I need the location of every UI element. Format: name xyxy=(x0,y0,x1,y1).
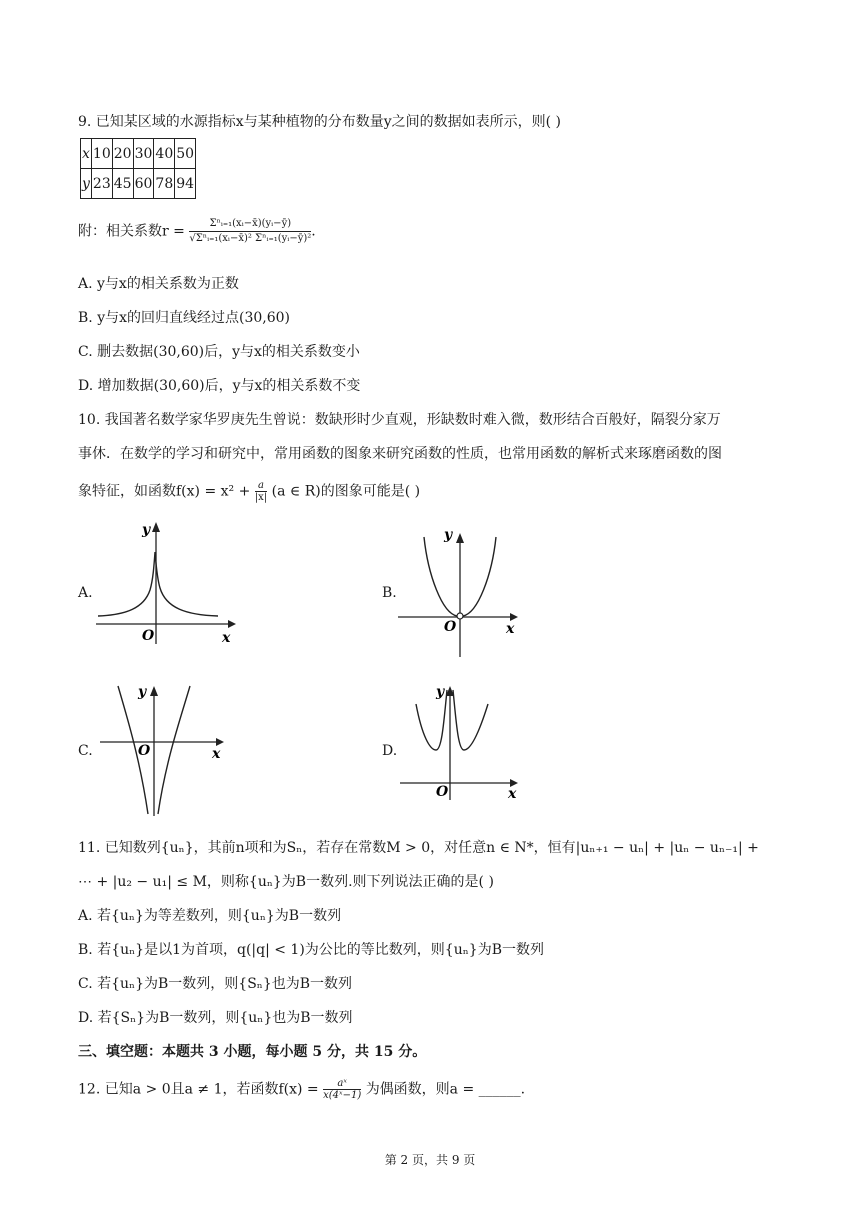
table-cell: 23 xyxy=(91,169,112,199)
y-axis-arrow-icon xyxy=(150,686,158,696)
q11-line-2: ⋯ + |u₂ − u₁| ≤ M，则称{uₙ}为B一数列.则下列说法正确的是( ) xyxy=(78,874,494,890)
q9-option-d: D. 增加数据(30,60)后，y与x的相关系数不变 xyxy=(78,378,361,394)
table-cell: 94 xyxy=(175,169,196,199)
open-point xyxy=(457,613,463,619)
q11-option-a: A. 若{uₙ}为等差数列，则{uₙ}为B一数列 xyxy=(78,908,342,924)
q12-suffix: 为偶函数，则a = ______. xyxy=(365,1081,526,1098)
x-axis-label: x xyxy=(506,621,515,637)
x-axis-label: x xyxy=(212,746,221,762)
q12-fraction-numerator: aˣ xyxy=(323,1078,361,1090)
curve xyxy=(98,552,218,616)
curve-right xyxy=(158,686,190,814)
q10-option-b-label: B. xyxy=(382,585,397,601)
x-axis-label: x xyxy=(508,786,517,802)
x-axis-arrow-icon xyxy=(510,613,518,621)
graph-b xyxy=(398,525,528,665)
table-cell: 20 xyxy=(112,139,133,169)
formula-denominator: √Σⁿᵢ₌₁(xᵢ−x̄)² Σⁿᵢ₌₁(yᵢ−ȳ)² xyxy=(189,233,312,244)
section-heading: 三、填空题：本题共 3 小题，每小题 5 分，共 15 分。 xyxy=(78,1044,427,1060)
table-row xyxy=(81,169,196,199)
table-row xyxy=(81,139,196,169)
table-cell: x xyxy=(81,139,92,169)
curve-left xyxy=(424,537,457,616)
q10-option-a-label: A. xyxy=(78,585,93,601)
origin-label: O xyxy=(142,628,155,644)
q10-fraction-denominator: |x| xyxy=(254,492,268,503)
table-cell: 30 xyxy=(133,139,154,169)
table-cell: 40 xyxy=(154,139,175,169)
q10-line-1: 10. 我国著名数学家华罗庚先生曾说：数缺形时少直观，形缺数时难入微，数形结合百般好，隔裂分家万 xyxy=(78,412,721,428)
q9-stem: 9. 已知某区域的水源指标x与某种植物的分布数量y之间的数据如表所示，则( ) xyxy=(78,114,561,130)
q10-fraction xyxy=(255,480,267,503)
q10-line-2: 事休．在数学的学习和研究中，常用函数的图象来研究函数的性质，也常用函数的解析式来琢磨函数的图 xyxy=(78,446,722,462)
table-cell: 45 xyxy=(112,169,133,199)
table-cell: y xyxy=(81,169,92,199)
y-axis-label: y xyxy=(436,684,445,700)
x-axis-arrow-icon xyxy=(228,620,236,628)
origin-label: O xyxy=(444,619,457,635)
q11-option-c: C. 若{uₙ}为B一数列，则{Sₙ}也为B一数列 xyxy=(78,976,353,992)
table-cell: 10 xyxy=(91,139,112,169)
y-axis-label: y xyxy=(444,527,453,543)
q9-correlation-formula: 附：相关系数r = $\frac{\text{Σⁿᵢ₌₁(xᵢ−x̄)(yᵢ−ȳ)}}{\text{√Σⁿᵢ₌₁(xᵢ−x̄)² Σⁿᵢ₌₁(yᵢ−ȳ)²}}$ . xyxy=(78,218,316,244)
q10-line-3 xyxy=(78,480,420,503)
q11-option-d: D. 若{Sₙ}为B一数列，则{uₙ}也为B一数列 xyxy=(78,1010,353,1026)
q10-function-suffix: (a ∈ R)的图象可能是( ) xyxy=(271,483,421,500)
y-axis-arrow-icon xyxy=(456,533,464,543)
q9-data-table xyxy=(80,138,196,199)
origin-label: O xyxy=(138,743,151,759)
table-cell: 50 xyxy=(175,139,196,169)
table-cell: 60 xyxy=(133,169,154,199)
q10-option-d-label: D. xyxy=(382,743,398,759)
q9-option-b: B. y与x的回归直线经过点(30,60) xyxy=(78,310,290,326)
q12-fraction xyxy=(323,1078,361,1101)
origin-label: O xyxy=(436,784,449,800)
graph-c xyxy=(98,680,238,820)
formula-numerator: Σⁿᵢ₌₁(xᵢ−x̄)(yᵢ−ȳ) xyxy=(189,218,311,232)
q11-line-1: 11. 已知数列{uₙ}，其前n项和为Sₙ，若存在常数M > 0，对任意n ∈ N*，恒有|uₙ₊₁ − uₙ| + |uₙ − uₙ₋₁| + xyxy=(78,840,759,856)
y-axis-label: y xyxy=(138,684,147,700)
q12-prefix: 12. 已知a > 0且a ≠ 1，若函数f(x) = xyxy=(78,1081,324,1098)
page-footer: 第 2 页，共 9 页 xyxy=(384,1153,476,1167)
graph-a xyxy=(96,518,246,648)
q9-option-c: C. 删去数据(30,60)后，y与x的相关系数变小 xyxy=(78,344,360,360)
q10-option-c-label: C. xyxy=(78,743,93,759)
q10-fraction-numerator: a xyxy=(255,480,267,492)
formula-prefix: 附：相关系数r = xyxy=(78,223,190,240)
y-axis-label: y xyxy=(142,522,151,538)
table-cell: 78 xyxy=(154,169,175,199)
curve-right xyxy=(453,690,488,750)
x-axis-label: x xyxy=(222,630,231,646)
formula-fraction xyxy=(189,218,311,245)
q10-function-prefix: 象特征，如函数f(x) = x² + xyxy=(78,483,255,500)
q11-option-b: B. 若{uₙ}是以1为首项，q(|q| < 1)为公比的等比数列，则{uₙ}为B一数列 xyxy=(78,942,544,958)
graph-d xyxy=(398,680,528,805)
q12-fraction-denominator: x(4ˣ−1) xyxy=(323,1090,362,1101)
y-axis-arrow-icon xyxy=(152,522,160,532)
q12-line xyxy=(78,1078,525,1101)
curve-right xyxy=(463,537,496,616)
q9-option-a: A. y与x的相关系数为正数 xyxy=(78,276,239,292)
x-axis-arrow-icon xyxy=(216,738,224,746)
